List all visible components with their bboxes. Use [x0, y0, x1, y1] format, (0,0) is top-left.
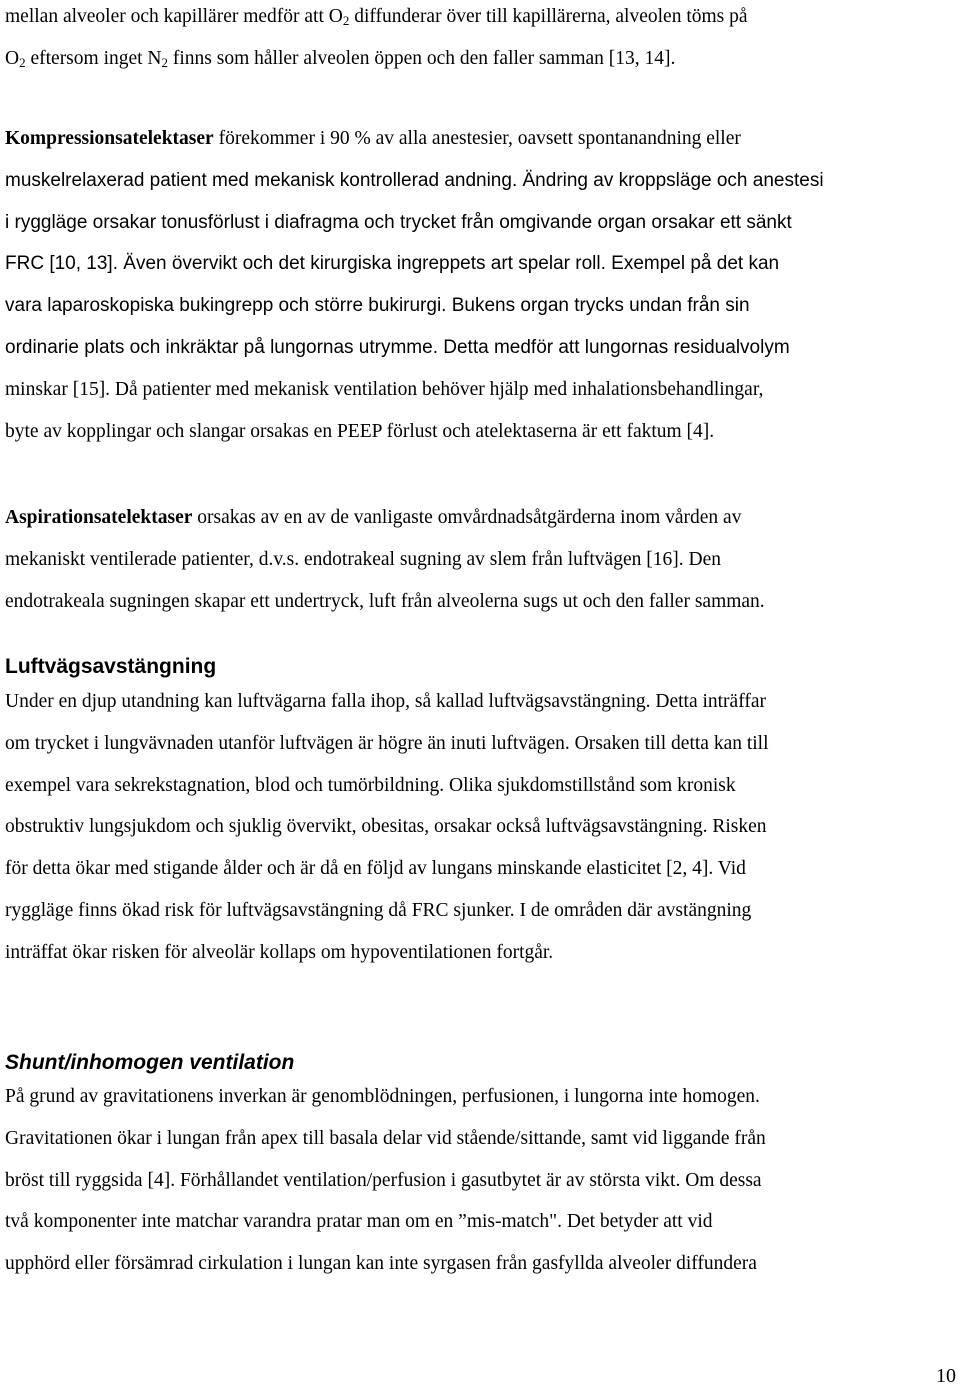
text-segment: finns som håller alveolen öppen och den faller samman [13, 14].: [168, 47, 676, 69]
text-line: [5, 243, 960, 285]
subscript: 2: [161, 54, 169, 70]
text-line: [5, 160, 960, 202]
text-segment: FRC [10, 13].: [5, 253, 118, 275]
text-segment: Ändring av kroppsläge och anestesi: [517, 169, 824, 191]
text-line: ryggläge finns ökad risk för luftvägsavstängning då FRC sjunker. I de områden där avstängning: [5, 899, 752, 921]
text-line: ordinarie plats och inkräktar på lungornas utrymme. Detta medför att lungornas residualvolym: [5, 336, 790, 358]
text-line: endotrakeala sugningen skapar ett undertryck, luft från alveolerna sugs ut och den faller samman.: [5, 590, 765, 612]
text-segment: förekommer i 90 % av alla anestesier, oavsett spontanandning eller: [213, 128, 741, 149]
text-line: om trycket i lungvävnaden utanför luftvägen är högre än inuti luftvägen. Orsaken till detta kan till: [5, 732, 769, 754]
text-line: [5, 38, 960, 80]
text-line: vara laparoskopiska bukingrepp och större bukirurgi. Bukens organ trycks undan från sin: [5, 295, 750, 317]
text-line: bröst till ryggsida [4]. Förhållandet ventilation/perfusion i gasutbytet är av största vikt. Om dessa: [5, 1169, 762, 1191]
text-line: mekaniskt ventilerade patienter, d.v.s. endotrakeal sugning av slem från luftvägen [16]. Den: [5, 548, 721, 570]
subscript: 2: [19, 54, 26, 70]
text-line: [5, 0, 960, 38]
section-heading-airway-closure: Luftvägsavstängning: [5, 655, 217, 678]
text-line: minskar [15]. Då patienter med mekanisk ventilation behöver hjälp med inhalationsbehandlingar,: [5, 378, 764, 400]
paragraph-compression-atelectasis: [5, 118, 960, 452]
text-line: i ryggläge orsakar tonusförlust i diafragma och trycket från omgivande organ orsakar ett sänkt: [5, 211, 792, 233]
subscript: 2: [342, 13, 350, 28]
paragraph-shunt: [5, 1076, 960, 1285]
text-segment: Även övervikt och det kirurgiska ingreppets art spelar roll.: [118, 253, 606, 275]
text-line: Gravitationen ökar i lungan från apex till basala delar vid stående/sittande, samt vid liggande från: [5, 1127, 766, 1149]
bold-term: Kompressionsatelektaser: [5, 128, 214, 149]
text-segment: Exempel på det kan: [605, 253, 780, 275]
text-segment: muskelrelaxerad patient med mekanisk kontrollerad andning.: [5, 169, 518, 191]
text-line: [5, 118, 960, 160]
text-line: upphörd eller försämrad cirkulation i lungan kan inte syrgasen från gasfyllda alveoler diffundera: [5, 1253, 757, 1275]
text-line: inträffat ökar risken för alveolär kollaps om hypoventilationen fortgår.: [5, 941, 554, 963]
text-segment: mellan alveoler och kapillärer medför att O: [5, 6, 343, 27]
text-line: obstruktiv lungsjukdom och sjuklig övervikt, obesitas, orsakar också luftvägsavstängning. Risken: [5, 816, 767, 838]
text-segment: eftersom inget N: [25, 47, 162, 69]
page-number: 10: [936, 1365, 956, 1387]
text-segment: diffunderar över till kapillärerna, alveolen töms på: [349, 6, 748, 27]
text-line: exempel vara sekrekstagnation, blod och tumörbildning. Olika sjukdomstillstånd som kronisk: [5, 774, 736, 796]
section-heading-shunt: Shunt/inhomogen ventilation: [5, 1051, 295, 1074]
text-line: byte av kopplingar och slangar orsakas en PEEP förlust och atelektaserna är ett faktum [4].: [5, 420, 715, 442]
text-line: På grund av gravitationens inverkan är genomblödningen, perfusionen, i lungorna inte homogen.: [5, 1086, 760, 1107]
text-line: två komponenter inte matchar varandra pratar man om en ”mis-match". Det betyder att vid: [5, 1211, 713, 1233]
text-segment: O: [5, 47, 20, 69]
text-line: för detta ökar med stigande ålder och är då en följd av lungans minskande elasticitet [2, 4]. Vid: [5, 858, 746, 880]
bold-term: Aspirationsatelektaser: [5, 507, 193, 528]
paragraph-alveolar-collapse: [5, 0, 960, 80]
text-segment: orsakas av en av de vanligaste omvårdnadsåtgärderna inom vården av: [192, 507, 742, 528]
text-line: Under en djup utandning kan luftvägarna falla ihop, så kallad luftvägsavstängning. Detta inträffar: [5, 691, 766, 712]
paragraph-aspiration-atelectasis: [5, 497, 960, 622]
paragraph-airway-closure: [5, 681, 960, 974]
text-line: [5, 497, 960, 539]
